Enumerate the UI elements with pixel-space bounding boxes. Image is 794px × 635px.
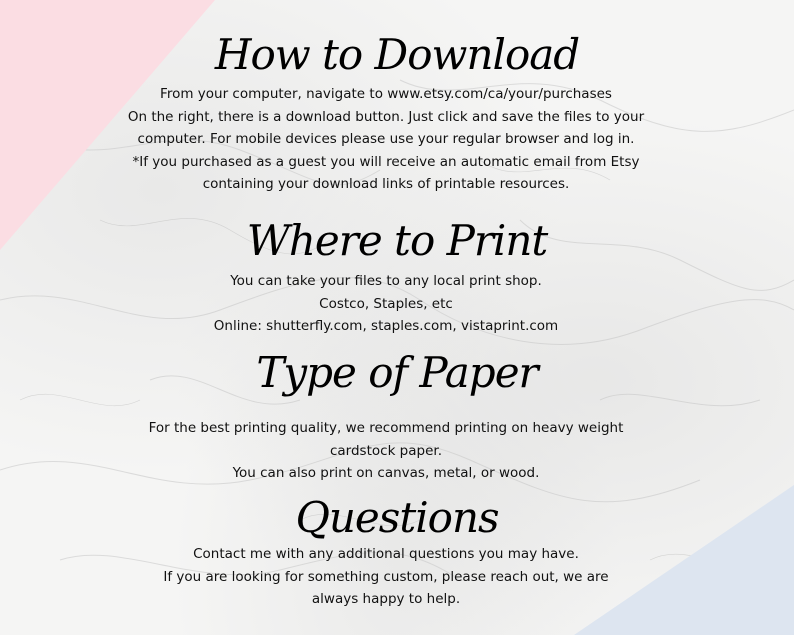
text-line: Contact me with any additional questions you may have. [193, 546, 579, 562]
section-where-to-print-text [0, 270, 772, 338]
text-line: On the right, there is a download button. Just click and save the files to your [127, 108, 645, 125]
text-line: Online: shutterfly.com, staples.com, vistaprint.com [213, 318, 559, 334]
text-line: For the best printing quality, we recommend printing on heavy weight [148, 420, 624, 436]
text-line: always happy to help. [311, 591, 461, 607]
section-how-to-download-text [0, 83, 772, 196]
heading-where-to-print: Where to Print [246, 216, 548, 265]
heading-type-of-paper: Type of Paper [256, 348, 538, 397]
text-line: From your computer, navigate to www.etsy.com/ca/your/purchases [160, 86, 612, 102]
text-line: You can take your files to any local print shop. [230, 273, 542, 289]
text-line: Costco, Staples, etc [319, 295, 453, 312]
text-line: cardstock paper. [329, 442, 442, 459]
text-line: computer. For mobile devices please use your regular browser and log in. [137, 131, 635, 147]
text-line: containing your download links of printable resources. [202, 176, 570, 192]
section-questions-text [0, 543, 772, 611]
text-line: *If you purchased as a guest you will receive an automatic email from Etsy [132, 153, 640, 170]
heading-questions: Questions [295, 493, 499, 542]
text-line: If you are looking for something custom, please reach out, we are [163, 568, 609, 585]
section-type-of-paper-text [0, 417, 772, 485]
heading-how-to-download: How to Download [214, 30, 580, 79]
text-line: You can also print on canvas, metal, or wood. [232, 465, 540, 481]
